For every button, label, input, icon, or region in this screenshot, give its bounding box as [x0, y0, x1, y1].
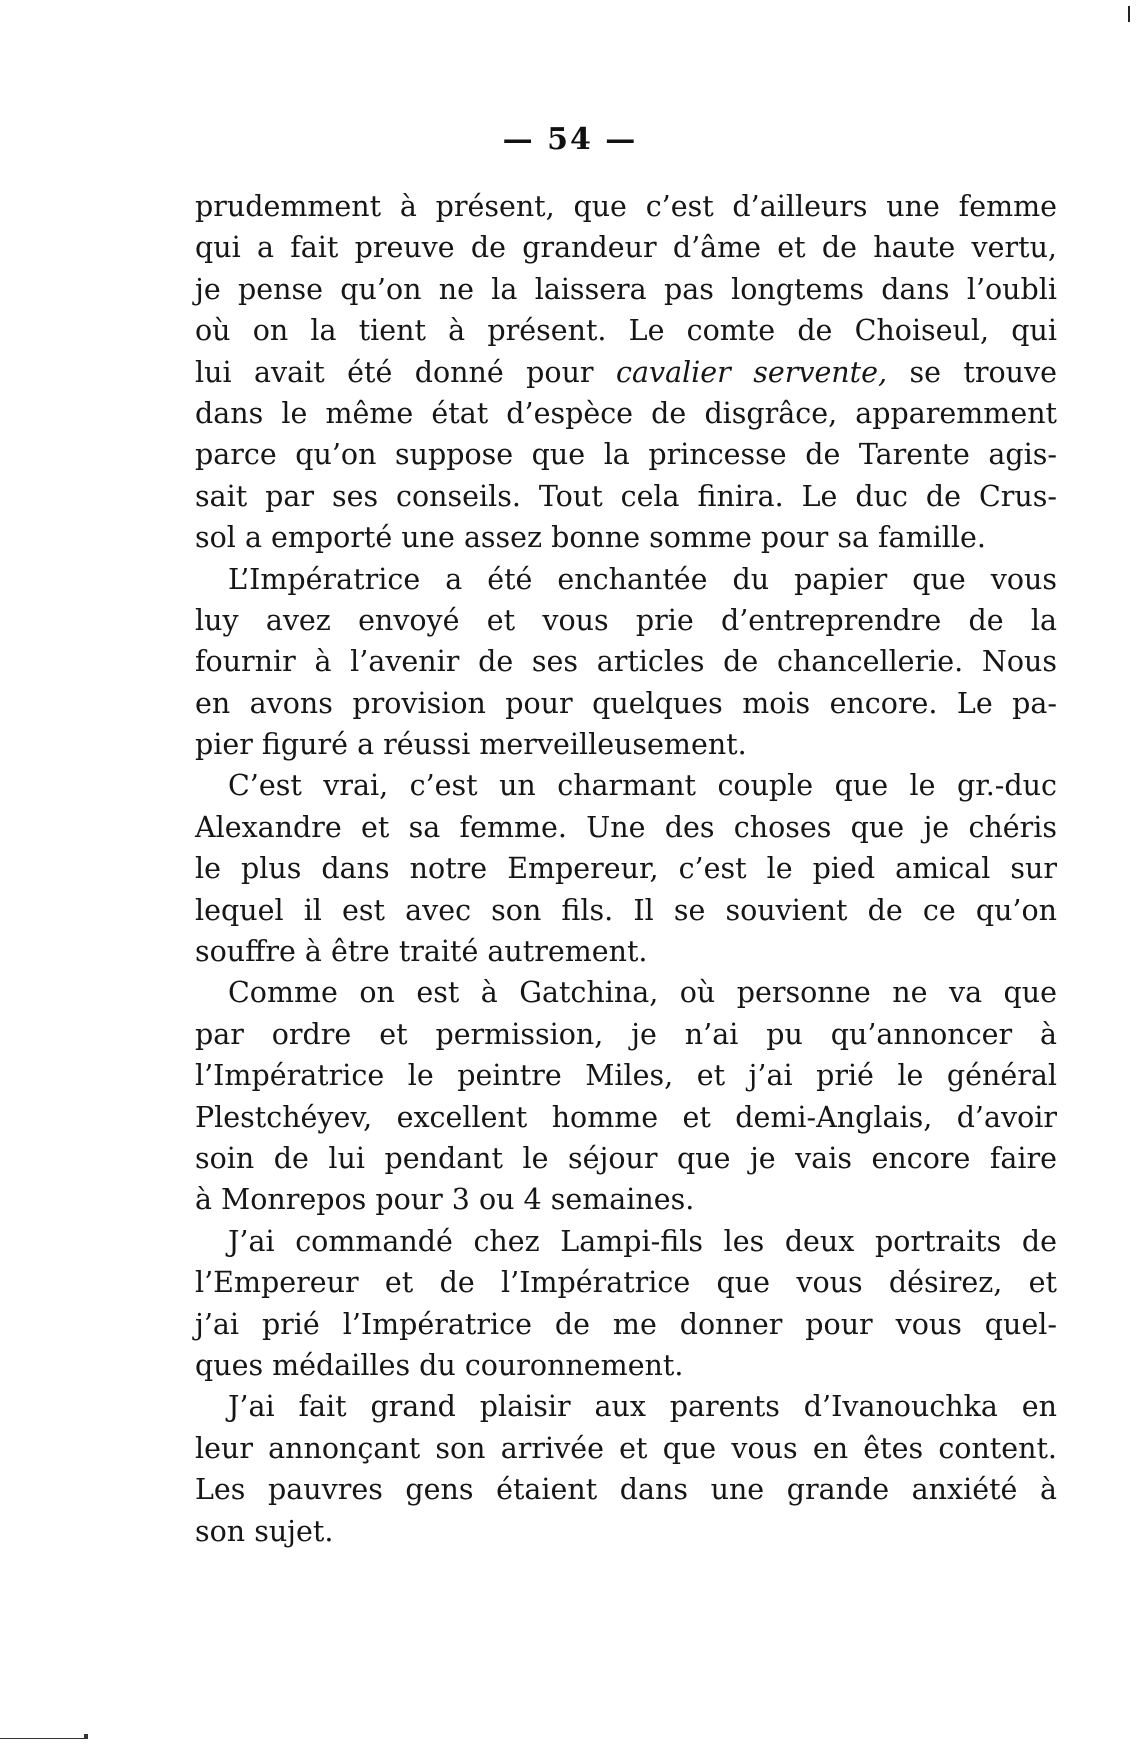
text-line: en avons provision pour quelques mois encore. Le pa- [195, 686, 1057, 720]
text-line: où on la tient à présent. Le comte de Choiseul, qui [195, 314, 1057, 348]
corner-rule-tip [84, 1734, 88, 1739]
text-line: J’ai fait grand plaisir aux parents d’Ivanouchka en [228, 1390, 1057, 1424]
text-line: Plestchéyev, excellent homme et demi-Anglais, d’avoir [195, 1100, 1057, 1134]
text-line: l’Impératrice le peintre Miles, et j’ai prié le général [195, 1059, 1057, 1093]
text-line: souffre à être traité autrement. [195, 935, 648, 969]
text-line: pier figuré a réussi merveilleusement. [195, 728, 747, 762]
text-line: je pense qu’on ne la laissera pas longtems dans l’oubli [195, 272, 1057, 306]
text-line: C’est vrai, c’est un charmant couple que le gr.-duc [228, 769, 1057, 803]
text-line: j’ai prié l’Impératrice de me donner pour vous quel- [195, 1307, 1057, 1341]
text-segment: lui avait été donné pour [195, 355, 617, 389]
text-line: J’ai commandé chez Lampi-fils les deux portraits de [228, 1224, 1057, 1258]
page-number: — 54 — [502, 122, 638, 157]
text-line: L’Impératrice a été enchantée du papier que vous [228, 562, 1057, 596]
text-line: sol a emporté une assez bonne somme pour sa famille. [195, 521, 986, 555]
text-line: par ordre et permission, je n’ai pu qu’annoncer à [195, 1017, 1057, 1051]
italic-phrase: cavalier servente, [616, 355, 888, 389]
body-text [195, 186, 1057, 1552]
text-line: parce qu’on suppose que la princesse de Tarente agis- [195, 438, 1057, 472]
text-line: Les pauvres gens étaient dans une grande anxiété à [195, 1473, 1057, 1507]
text-line: le plus dans notre Empereur, c’est le pied amical sur [195, 852, 1057, 886]
text-line: prudemment à présent, que c’est d’ailleurs une femme [195, 190, 1057, 223]
text-line: Alexandre et sa femme. Une des choses que je chéris [195, 810, 1057, 844]
text-line: ques médailles du couronnement. [195, 1348, 684, 1382]
text-line: à Monrepos pour 3 ou 4 semaines. [195, 1183, 695, 1217]
text-line: qui a fait preuve de grandeur d’âme et de haute vertu, [195, 231, 1057, 265]
text-line: leur annonçant son arrivée et que vous en êtes content. [195, 1431, 1057, 1465]
text-line: soin de lui pendant le séjour que je vais encore faire [195, 1141, 1057, 1175]
text-line [195, 352, 1057, 393]
text-line: fournir à l’avenir de ses articles de chancellerie. Nous [195, 645, 1057, 679]
text-line: sait par ses conseils. Tout cela finira. Le duc de Crus- [195, 479, 1057, 513]
text-line: l’Empereur et de l’Impératrice que vous désirez, et [195, 1266, 1057, 1300]
text-line: luy avez envoyé et vous prie d’entreprendre de la [195, 603, 1057, 637]
text-segment: se trouve [887, 355, 1057, 389]
corner-rule [0, 1738, 86, 1739]
text-line: Comme on est à Gatchina, où personne ne va que [228, 976, 1057, 1010]
text-line: son sujet. [195, 1514, 334, 1548]
edge-mark [1128, 6, 1130, 22]
text-line: lequel il est avec son fils. Il se souvient de ce qu’on [195, 893, 1057, 927]
text-line: dans le même état d’espèce de disgrâce, apparemment [195, 396, 1057, 430]
